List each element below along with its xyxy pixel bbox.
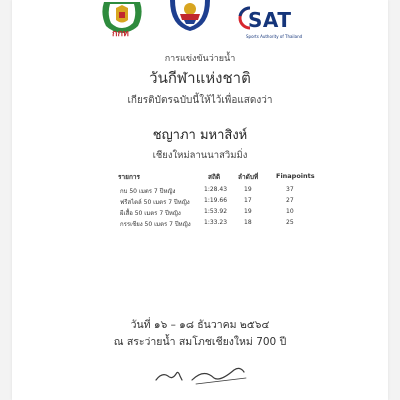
ministry-seal-logo xyxy=(168,0,212,32)
crest-caption: กกท xyxy=(112,29,129,39)
event-heading: การแข่งขันว่ายน้ำ xyxy=(164,54,236,64)
club-name: เชียงใหม่ลานนาสวิมมิ่ง xyxy=(152,150,248,161)
row-event: ผีเสื้อ 50 เมตร 7 ปีหญิง xyxy=(120,210,181,217)
certificate-statement: เกียรติบัตรฉบับนี้ให้ไว้เพื่อแสดงว่า xyxy=(127,95,273,106)
certificate-title: วันกีฬาแห่งชาติ xyxy=(149,69,251,87)
row-event: กบ 50 เมตร 7 ปีหญิง xyxy=(120,188,176,195)
row-points: 25 xyxy=(286,219,294,226)
signature xyxy=(148,360,258,386)
recipient-name: ชญาภา มหาสิงห์ xyxy=(152,128,248,143)
row-rank: 18 xyxy=(244,219,252,226)
row-time: 1:19.66 xyxy=(204,197,228,204)
row-points: 27 xyxy=(286,197,294,204)
sat-logo-text: SAT xyxy=(248,8,292,32)
row-rank: 17 xyxy=(244,197,252,204)
header-rank: ลำดับที่ xyxy=(238,173,259,181)
table-row xyxy=(0,186,400,197)
header-time: สถิติ xyxy=(208,173,221,181)
results-table xyxy=(0,166,400,236)
event-venue: ณ สระว่ายน้ำ สมโภชเชียงใหม่ 700 ปี xyxy=(113,336,287,348)
sat-logo xyxy=(236,4,303,42)
row-time: 1:53.92 xyxy=(204,208,228,215)
row-rank: 19 xyxy=(244,208,252,215)
row-rank: 19 xyxy=(244,186,252,193)
row-points: 10 xyxy=(286,208,294,215)
table-row xyxy=(0,219,400,230)
row-event: กรรเชียง 50 เมตร 7 ปีหญิง xyxy=(120,221,191,228)
table-row xyxy=(0,208,400,219)
header-event: รายการ xyxy=(118,173,141,181)
row-time: 1:28.43 xyxy=(204,186,228,193)
sat-logo-subtitle: Sports Authority of Thailand xyxy=(246,34,303,39)
table-row xyxy=(0,197,400,208)
header-points: Finapoints xyxy=(276,172,315,180)
row-time: 1:33.23 xyxy=(204,219,228,226)
event-date: วันที่ ๑๖ – ๑๘ ธันวาคม ๒๕๖๔ xyxy=(130,319,270,331)
row-points: 37 xyxy=(286,186,294,193)
row-event: ฟรีสไตล์ 50 เมตร 7 ปีหญิง xyxy=(120,199,190,206)
